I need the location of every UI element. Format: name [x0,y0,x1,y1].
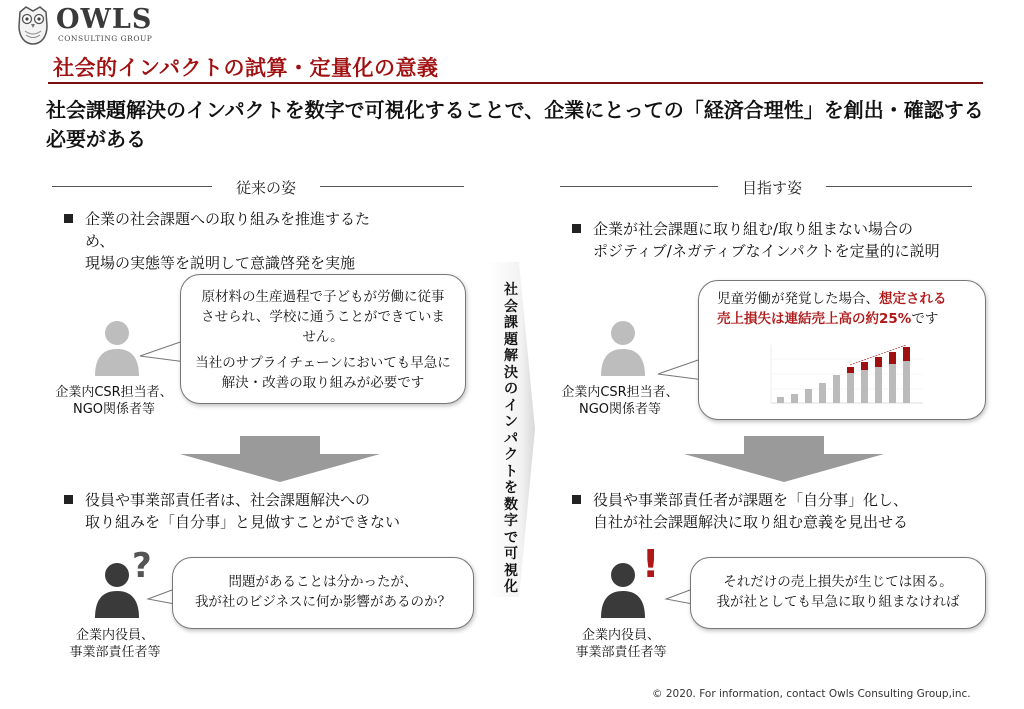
left-bullet1-line1: 企業の社会課題への取り組みを推進するた [85,210,371,228]
left-person2-label-line2: 事業部責任者等 [69,645,161,660]
right-bubble1-plain: 児童労働が発覚した場合、 [717,291,879,307]
right-person1-label-line2: NGO関係者等 [578,402,662,417]
left-person2-label-line1: 企業内役員、 [75,628,154,643]
left-heading: 従来の姿 [212,177,320,198]
right-bubble1-bold: 売上損失は連結売上高の約25% [717,311,912,327]
right-down-arrow-icon [684,436,884,482]
right-heading: 目指す姿 [718,177,826,198]
right-person2-label-line2: 事業部責任者等 [575,645,667,660]
footer-copyright: © 2020. For information, contact Owls Consulting Group,inc. [652,688,971,700]
right-bubble1-red: 想定される [879,291,947,307]
left-speech-bubble-executive [172,557,474,629]
left-bubble1-text1: 原材料の生産過程で子どもが労働に従事させられ、学校に通うことができていません。 [201,289,445,345]
title-divider [48,82,983,84]
left-bullet2-line1: 役員や事業部責任者は、社会課題解決への [85,491,371,509]
exclamation-mark-icon: ! [642,542,660,586]
logo-subtext: CONSULTING GROUP [58,34,153,43]
bullet-square-icon [572,495,581,504]
bullet-square-icon [572,224,581,233]
left-down-arrow-icon [180,436,380,482]
left-person1-label [34,384,194,418]
bullet-square-icon [64,214,73,223]
left-bubble1-text2: 当社のサプライチェーンにおいても早急に解決・改善の取り組みが必要です [195,355,451,391]
right-person2-label-line1: 企業内役員、 [581,628,660,643]
left-bubble2-line1: 問題があることは分かったが、 [228,574,418,590]
right-person2-label [546,627,696,661]
page-title: 社会的インパクトの試算・定量化の意義 [53,56,439,80]
left-person2-label [40,627,190,661]
left-speech-bubble-csr [180,274,466,404]
person-csr-icon [598,316,648,376]
center-vertical-text: 社会課題解決のインパクトを数字で可視化 [504,282,518,595]
person-csr-icon [92,316,142,376]
sales-chart-thumbnail [757,339,927,411]
right-bullet-executives [572,489,992,533]
left-person1-label-line1: 企業内CSR担当者、 [55,385,173,400]
logo-text: OWLS [56,4,153,35]
left-bubble2-line2: 我が社のビジネスに何か影響があるのか？ [194,594,452,610]
right-person1-label [540,384,700,418]
person-executive-icon [598,558,648,618]
left-bullet1-line2: め、 [85,232,115,250]
left-bullet-current-practice [64,208,464,274]
right-bubble2-line2: 我が社としても早急に取り組まなければ [716,594,960,610]
center-chevron-arrow [489,262,535,597]
right-speech-bubble-csr [698,280,986,420]
right-bubble2-line1: それだけの売上損失が生じては困る。 [723,574,953,590]
right-person1-label-line1: 企業内CSR担当者、 [561,385,679,400]
left-bullet1-line3: 現場の実態等を説明して意識啓発を実施 [85,254,356,272]
bullet-square-icon [64,495,73,504]
right-bullet1-line2: ポジティブ/ネガティブなインパクトを定量的に説明 [593,242,940,260]
owl-logo-icon [14,4,52,46]
left-person1-label-line2: NGO関係者等 [72,402,156,417]
question-mark-icon: ? [132,546,152,586]
left-bullet2-line2: 取り組みを「自分事」と見做すことができない [85,513,401,531]
right-speech-bubble-executive [690,557,986,629]
right-bullet-target-practice [572,218,992,262]
left-bullet-executives [64,489,484,533]
right-bullet2-line1: 役員や事業部責任者が課題を「自分事」化し、 [593,491,909,509]
right-bubble1-end: です [911,311,939,327]
right-bullet2-line2: 自社が社会課題解決に取り組む意義を見出せる [593,513,909,531]
right-bullet1-line1: 企業が社会課題に取り組む/取り組まない場合の [593,220,914,238]
headline: 社会課題解決のインパクトを数字で可視化することで、企業にとっての「経済合理性」を創出・確認する必要がある [46,98,984,151]
